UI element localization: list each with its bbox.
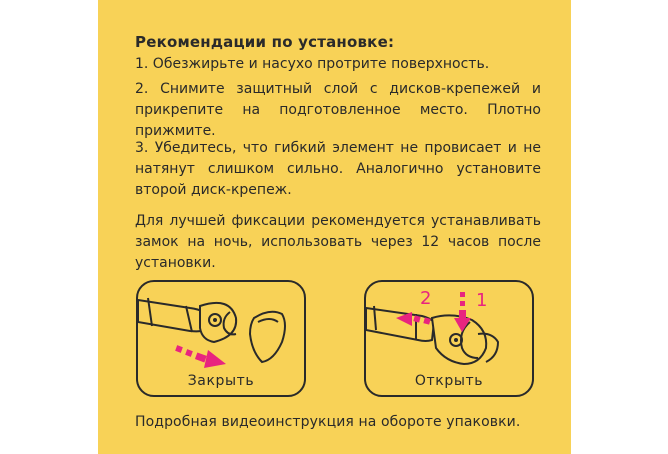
step-2-text: 2. Снимите защитный слой с дисков-крепежей и прикрепите на подготовленное место. Плотно прижмите. — [135, 81, 541, 139]
open-step-1-number: 1 — [476, 290, 488, 311]
open-step-2-number: 2 — [420, 288, 432, 309]
close-label: Закрыть — [187, 373, 255, 389]
instructions-title: Рекомендации по установке: — [135, 33, 395, 51]
footer-note: Подробная видеоинструкция на обороте упаковки. — [135, 414, 521, 430]
tip-text: Для лучшей фиксации рекомендуется устанавливать замок на ночь, использовать через 12 часов после установки. — [135, 213, 541, 271]
open-illustration-panel — [364, 280, 534, 397]
step-3-text: 3. Убедитесь, что гибкий элемент не провисает и не натянут слишком сильно. Аналогично установите второй диск-крепеж. — [135, 140, 541, 198]
open-label: Открыть — [414, 373, 484, 389]
step-1-text: 1. Обезжирьте и насухо протрите поверхность. — [135, 56, 490, 72]
close-illustration-panel — [136, 280, 306, 397]
instruction-card — [98, 0, 571, 454]
close-arrow-icon — [175, 345, 226, 368]
